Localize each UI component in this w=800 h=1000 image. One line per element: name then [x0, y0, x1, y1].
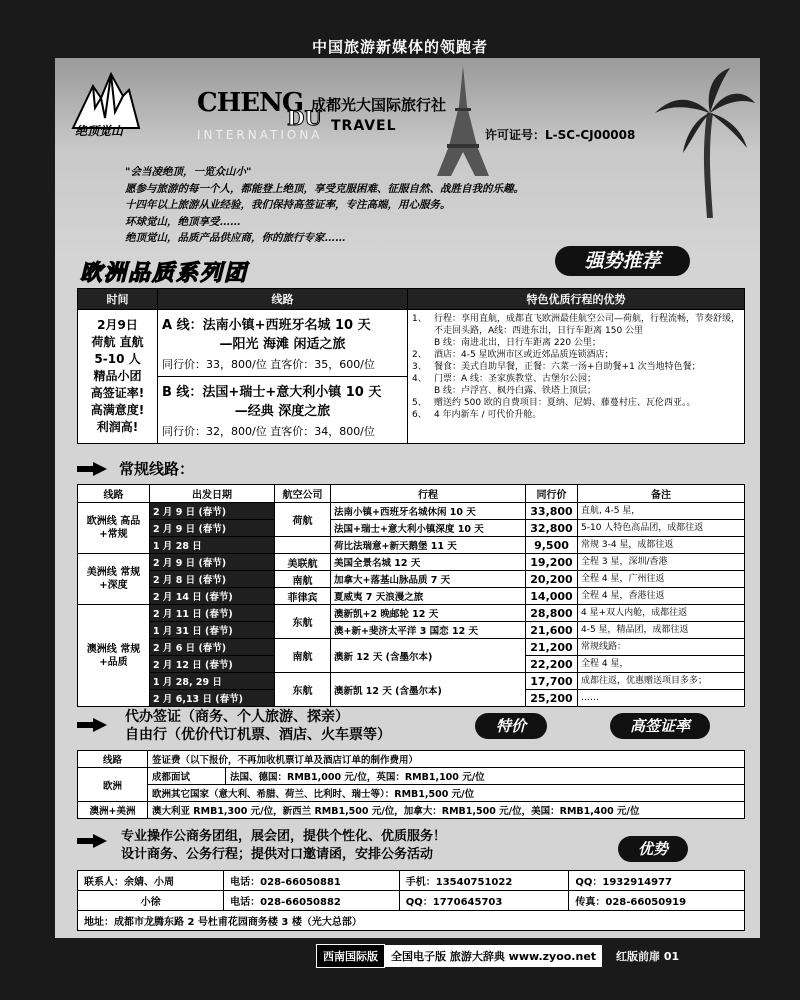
table-row: [78, 537, 745, 554]
regular-routes-title: 常规线路：: [119, 460, 195, 478]
business-services: [121, 828, 446, 864]
advantage-item: [412, 313, 740, 337]
date-cell: 2 月 9 日 (春节): [150, 554, 275, 571]
contact-address: 地址：成都市龙腾东路 2 号杜甫花园商务楼 3 楼（光大总部）: [78, 911, 745, 931]
footer: [316, 944, 756, 968]
trip-cell: 澳新凯 12 天 (含墨尔本): [331, 673, 526, 707]
time-line: 5-10 人: [94, 352, 141, 366]
col-header-route: 线路: [158, 289, 408, 310]
date-cell: 2 月 9 日 (春节): [150, 503, 275, 520]
eiffel-tower-icon: [433, 66, 493, 176]
table-row: [78, 520, 745, 537]
date-cell: 2 月 8 日 (春节): [150, 571, 275, 588]
airline-cell: 美联航: [275, 554, 331, 571]
col-header-trip: 行程: [331, 485, 526, 503]
note-cell: 4 星+双人内舱，成都往返: [578, 605, 745, 622]
note-cell: 常规 3-4 星，成都往返: [578, 537, 745, 554]
advantage-text: 餐食：美式自助早餐，正餐：六菜一汤+自助餐+1 次当地特色餐；: [434, 362, 701, 372]
table-row: [78, 605, 745, 622]
date-cell: 2 月 9 日 (春节): [150, 520, 275, 537]
visa-line: 自由行（优价代订机票、酒店、火车票等）: [125, 727, 391, 743]
advert-sheet: [55, 58, 760, 938]
price-cell: 28,800: [526, 605, 578, 622]
advantage-number: 2、: [412, 350, 427, 360]
price-cell: 25,200: [526, 690, 578, 707]
price-cell: 33,800: [526, 503, 578, 520]
visa-europe-fee: 法国、德国：RMB1,000 元/位，英国：RMB1,100 元/位: [226, 768, 745, 785]
visa-heading: [77, 718, 119, 732]
contact-person: 联系人：余婧、小周: [78, 871, 224, 891]
time-line: 高满意度!: [90, 403, 145, 417]
slogan-line: "会当凌绝顶，一览众山小": [125, 166, 252, 178]
advantage-text: 酒店：4-5 星欧洲市区或近郊品质连锁酒店；: [434, 350, 614, 360]
footer-site[interactable]: 全国电子版 旅游大辞典 www.zyoo.net: [385, 945, 602, 967]
price-cell: 19,200: [526, 554, 578, 571]
advantage-number: 5、: [412, 398, 427, 408]
license-number: 许可证号：L-SC-CJ00008: [485, 128, 636, 142]
time-line: 2月9日: [97, 318, 138, 332]
price-cell: 21,200: [526, 639, 578, 656]
advantages-cell: [408, 310, 745, 444]
visa-am-fee: 澳大利亚 RMB1,300 元/位，新西兰 RMB1,500 元/位，加拿大：RMB1,500 元/位，美国：RMB1,400 元/位: [148, 802, 745, 819]
contact-fax[interactable]: 传真：028-66050919: [569, 891, 745, 911]
advantage-text: B 线：卢浮宫、枫丹白露、铁塔上顶层；: [434, 386, 597, 396]
col-header-airline: 航空公司: [275, 485, 331, 503]
line-group-label: 澳洲线 常规+品质: [78, 605, 150, 707]
airline-cell: 菲律宾: [275, 588, 331, 605]
date-cell: 2 月 6 日 (春节): [150, 639, 275, 656]
airline-cell: 荷航: [275, 503, 331, 537]
date-cell: 2 月 14 日 (春节): [150, 588, 275, 605]
regular-routes-table: [77, 484, 745, 707]
route-b-price: 同行价：32，800/位 直客价：34，800/位: [162, 425, 375, 438]
contact-person-2: 小徐: [78, 891, 224, 911]
date-cell: 1 月 31 日 (春节): [150, 622, 275, 639]
advantage-item: [412, 409, 740, 421]
visa-services: [125, 708, 391, 744]
trip-cell: 澳新凯+2 晚邮轮 12 天: [331, 605, 526, 622]
advantage-number: 1、: [412, 314, 427, 324]
line-group-label: 美洲线 常规+深度: [78, 554, 150, 605]
note-cell: 常规线路：: [578, 639, 745, 656]
advantage-text: B 线：南进北出，日行车距离 220 公里；: [434, 338, 601, 348]
departure-time-cell: [78, 310, 158, 444]
table-row: [78, 639, 745, 656]
price-cell: 14,000: [526, 588, 578, 605]
trip-cell: 澳+新+斐济太平洋 3 国恋 12 天: [331, 622, 526, 639]
visa-fee-table: [77, 750, 745, 819]
contact-phone-2[interactable]: 电话：028-66050882: [224, 891, 400, 911]
advantage-item: [412, 361, 740, 373]
col-header-price: 同行价: [526, 485, 578, 503]
contact-mobile[interactable]: 手机：13540751022: [399, 871, 569, 891]
date-cell: 2 月 12 日 (春节): [150, 656, 275, 673]
arrow-right-icon: [77, 462, 107, 476]
advantage-text: 4 年内新车 / 可代价升舱。: [434, 410, 542, 420]
note-cell: 全程 3 星，深圳/香港: [578, 554, 745, 571]
airline-cell: 东航: [275, 673, 331, 707]
slogan: [125, 164, 685, 247]
table-row: [78, 554, 745, 571]
advantage-item: [412, 385, 740, 397]
visa-line: 代办签证（商务、个人旅游、探亲）: [125, 709, 349, 725]
route-a-price: 同行价：33，800/位 直客价：35，600/位: [162, 358, 375, 371]
business-line: 专业操作公商务团组，展会团，提供个性化、优质服务！: [121, 829, 447, 844]
note-cell: 直航, 4-5 星，: [578, 503, 745, 520]
price-cell: 22,200: [526, 656, 578, 673]
col-header-note: 备注: [578, 485, 745, 503]
price-cell: 17,700: [526, 673, 578, 690]
note-cell: 全程 4 星，: [578, 656, 745, 673]
date-cell: 2 月 11 日 (春节): [150, 605, 275, 622]
arrow-right-icon: [77, 718, 107, 732]
business-heading: [77, 834, 119, 848]
slogan-line: 十四年以上旅游从业经验，我们保持高签证率，专注高端，用心服务。: [125, 199, 451, 211]
header: [55, 58, 760, 258]
airline-cell: 东航: [275, 605, 331, 639]
visa-col-line: 线路: [78, 751, 148, 768]
footer-page: 红版前扉 01: [616, 950, 680, 963]
logo-cheng: CHENG: [197, 88, 304, 118]
table-row: [78, 503, 745, 520]
slogan-line: 绝顶觉山，品质产品供应商，你的旅行专家……: [125, 232, 346, 244]
trip-cell: 荷比法瑞意+新天鹅堡 11 天: [331, 537, 526, 554]
regular-routes-heading: [77, 458, 194, 479]
note-cell: ……: [578, 690, 745, 707]
table-row: [78, 622, 745, 639]
arrow-right-icon: [77, 834, 107, 848]
visa-europe-label: 欧洲: [78, 768, 148, 802]
advantage-number: 4、: [412, 374, 427, 384]
line-group-label: 欧洲线 高品+常规: [78, 503, 150, 554]
top-banner: 中国旅游新媒体的领跑者: [311, 38, 488, 56]
logo-travel: TRAVEL: [331, 118, 397, 134]
col-header-line: 线路: [78, 485, 150, 503]
contact-phone-1[interactable]: 电话：028-66050881: [224, 871, 400, 891]
col-header-time: 时间: [78, 289, 158, 310]
table-row: [78, 588, 745, 605]
col-header-advantages: 特色优质行程的优势: [408, 289, 745, 310]
note-cell: 全程 4 星，香港往返: [578, 588, 745, 605]
time-line: 荷航 直航: [91, 335, 144, 349]
note-cell: 4-5 星，精品团，成都往返: [578, 622, 745, 639]
col-header-date: 出发日期: [150, 485, 275, 503]
contact-qq-1[interactable]: QQ：1932914977: [569, 871, 745, 891]
advantage-number: 3、: [412, 362, 427, 372]
date-cell: 1 月 28, 29 日: [150, 673, 275, 690]
price-cell: 9,500: [526, 537, 578, 554]
price-cell: 20,200: [526, 571, 578, 588]
business-line: 设计商务、公务行程；提供对口邀请函，安排公务活动: [121, 847, 434, 862]
visa-europe-other: 欧洲其它国家（意大利、希腊、荷兰、比利时、瑞士等）：RMB1,500 元/位: [148, 785, 745, 802]
date-cell: 2 月 6,13 日 (春节): [150, 690, 275, 707]
trip-cell: 法南小镇+西班牙名城休闲 10 天: [331, 503, 526, 520]
airline-cell: [275, 537, 331, 554]
slogan-line: 愿参与旅游的每一个人，都能登上绝顶，享受克服困难、征服自然、战胜自我的乐趣。: [125, 182, 524, 195]
airline-cell: 南航: [275, 639, 331, 673]
logo-international: INTERNATIONA: [197, 128, 323, 142]
advantage-text: 赠送约 500 欧的自费项目：夏纳、尼姆、藤蔓村庄、瓦伦西亚。。: [434, 398, 696, 408]
contact-table: [77, 870, 745, 931]
agency-name: 成都光大国际旅行社: [311, 96, 447, 114]
slogan-line: 环球觉山，绝顶享受……: [125, 215, 241, 228]
trip-cell: 法国+瑞士+意大利小镇深度 10 天: [331, 520, 526, 537]
mountain-text: 绝顶觉山: [75, 124, 124, 138]
mountain-logo-icon: [71, 68, 141, 130]
note-cell: 全程 4 星，广州往返: [578, 571, 745, 588]
route-a-subtitle: —阳光 海滩 闲适之旅: [219, 337, 346, 352]
time-line: 精品小团: [93, 369, 142, 383]
visa-col-fee: 签证费（以下报价，不再加收机票订单及酒店订单的制作费用）: [148, 751, 745, 768]
advantage-badge: 优势: [618, 836, 688, 862]
visa-am-label: 澳洲+美洲: [78, 802, 148, 819]
advantage-item: [412, 337, 740, 349]
table-row: [78, 571, 745, 588]
note-cell: 成都往返，优惠赠送项目多多；: [578, 673, 745, 690]
route-b-title: B 线：法国+瑞士+意大利小镇 10 天: [162, 385, 382, 400]
special-price-badge: 特价: [475, 713, 547, 739]
advantage-text: 门票：A 线：圣家族教堂、古堡尔公园；: [434, 374, 597, 384]
trip-cell: 澳新 12 天 (含墨尔本): [331, 639, 526, 673]
trip-cell: 加拿大+落基山脉品质 7 天: [331, 571, 526, 588]
date-cell: 1 月 28 日: [150, 537, 275, 554]
advantage-number: [412, 385, 434, 397]
series-title: 欧洲品质系列团: [80, 260, 249, 286]
note-cell: 5-10 人特色高品团，成都往返: [578, 520, 745, 537]
route-b-subtitle: —经典 深度之旅: [234, 404, 331, 419]
price-cell: 21,600: [526, 622, 578, 639]
trip-cell: 夏威夷 7 天浪漫之旅: [331, 588, 526, 605]
trip-cell: 美国全景名城 12 天: [331, 554, 526, 571]
advantage-item: [412, 397, 740, 409]
route-a-cell: [158, 310, 408, 377]
time-line: 高签证率!: [90, 386, 145, 400]
europe-series-table: [77, 288, 745, 444]
advantage-item: [412, 349, 740, 361]
advantage-number: [412, 337, 434, 349]
route-a-title: A 线：法南小镇+西班牙名城 10 天: [162, 318, 371, 333]
logo-du: DU: [287, 106, 322, 130]
visa-europe-interview: 成都面试: [148, 768, 226, 785]
route-b-cell: [158, 377, 408, 444]
advantage-text: 行程：享用直航，成都直飞欧洲最佳航空公司—荷航，行程流畅，节奏舒缓，不走回头路，A线：西进东出，日行车距离 150 公里: [434, 314, 741, 336]
airline-cell: 南航: [275, 571, 331, 588]
advantage-item: [412, 373, 740, 385]
high-visa-badge: 高签证率: [610, 713, 710, 739]
time-line: 利润高!: [96, 420, 139, 434]
contact-qq-2[interactable]: QQ：1770645703: [399, 891, 569, 911]
price-cell: 32,800: [526, 520, 578, 537]
footer-edition: 西南国际版: [316, 944, 385, 968]
table-row: [78, 673, 745, 690]
advantage-number: 6、: [412, 410, 427, 420]
recommend-badge: 强势推荐: [555, 246, 690, 276]
